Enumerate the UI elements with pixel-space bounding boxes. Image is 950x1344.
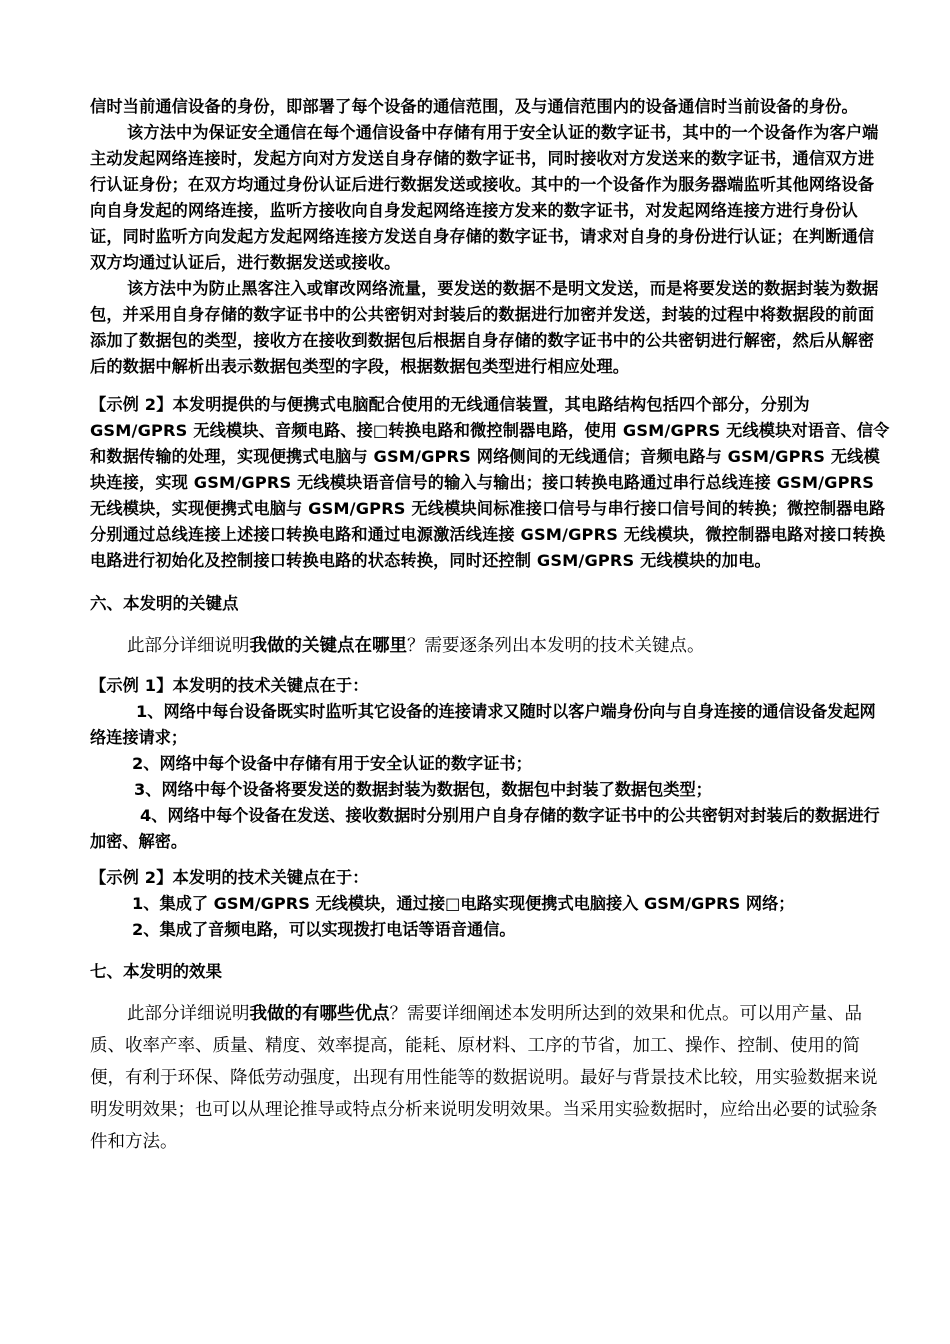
key-point-4: 4、网络中每个设备在发送、接收数据时分别用户自身存储的数字证书中的公共密钥对封装后的数据进行加密、解密。 [90,806,880,851]
section-7-intro-pre: 此部分详细说明 [127,1004,250,1024]
section-6-intro [90,630,890,662]
example-2-label: 【示例 2】本发明的技术关键点在于： [90,868,369,887]
paragraph-continuation: 信时当前通信设备的身份，即部署了每个设备的通信范围，及与通信范围内的设备通信时当前设备的身份。 [90,97,858,116]
paragraph-packet: 该方法中为防止黑客注入或窜改网络流量，要发送的数据不是明文发送，而是将要发送的数据封装为数据包，并采用自身存储的数字证书中的公共密钥对封装后的数据进行加密并发送，封装的过程中将数据段的前面添加了数据包的类型，接收方在接收到数据包后根据自身存储的数字证书中的公共密钥进行解密，然后从解密后的数据中解析出表示数据包类型的字段，根据数据包类型进行相应处理。 [90,279,879,376]
key-point-1: 1、网络中每台设备既实时监听其它设备的连接请求又随时以客户端身份向与自身连接的通信设备发起网络连接请求； [90,702,876,747]
section-7-intro-bold: 我做的有哪些优点 [249,1004,390,1024]
example-1-label: 【示例 1】本发明的技术关键点在于： [90,676,369,695]
document-page [90,94,890,1158]
section-6-intro-bold: 我做的关键点在哪里 [249,636,407,656]
example-2-description: 【示例 2】本发明提供的与便携式电脑配合使用的无线通信装置，其电路结构包括四个部分，分别为GSM/GPRS 无线模块、音频电路、接□转换电路和微控制器电路，使用 GSM/GPRS 无线模块对语音、信令和数据传输的处理，实现便携式电脑与 GSM/GPRS 网络侧间的无线通信；音频电路与 GSM/GPRS 无线模块连接，实现 GSM/GPRS 无线模块语音信号的输入与输出；接口转换电路通过串行总线连接 GSM/GPRS 无线模块，实现便携式电脑与 GSM/GPRS 无线模块间标准接口信号与串行接口信号间的转换；微控制器电路分别通过总线连接上述接口转换电路和通过电源激活线连接 GSM/GPRS 无线模块，微控制器电路对接口转换电路进行初始化及控制接口转换电路的状态转换，同时还控制 GSM/GPRS 无线模块的加电。 [90,395,890,570]
section-7-intro-post: ？需要详细阐述本发明所达到的效果和优点。可以用产量、品质、收率产率、质量、精度、效率提高，能耗、原材料、工序的节省，加工、操作、控制、使用的简便，有利于环保、降低劳动强度，出现有用性能等的数据说明。最好与背景技术比较，用实验数据来说明发明效果；也可以从理论推导或特点分析来说明发明效果。当采用实验数据时，应给出必要的试验条件和方法。 [90,1004,878,1152]
section-6-intro-pre: 此部分详细说明 [127,636,250,656]
key-point-ex2-2: 2、集成了音频电路，可以实现拨打电话等语音通信。 [132,920,516,939]
key-point-3: 3、网络中每个设备将要发送的数据封装为数据包，数据包中封装了数据包类型； [134,780,712,799]
key-point-ex2-1: 1、集成了 GSM/GPRS 无线模块，通过接□电路实现便携式电脑接入 GSM/GPRS 网络； [132,894,795,913]
key-point-2: 2、网络中每个设备中存储有用于安全认证的数字证书； [132,754,532,773]
section-6-heading: 六、本发明的关键点 [90,594,239,613]
section-7-heading: 七、本发明的效果 [90,962,222,981]
paragraph-certificate: 该方法中为保证安全通信在每个通信设备中存储有用于安全认证的数字证书，其中的一个设备作为客户端主动发起网络连接时，发起方向对方发送自身存储的数字证书，同时接收对方发送来的数字证书，通信双方进行认证身份；在双方均通过身份认证后进行数据发送或接收。其中的一个设备作为服务器端监听其他网络设备向自身发起的网络连接，监听方接收向自身发起网络连接方发来的数字证书，对发起网络连接方进行身份认证，同时监听方向发起方发起网络连接方发送自身存储的数字证书，请求对自身的身份进行认证；在判断通信双方均通过认证后，进行数据发送或接收。 [90,123,879,272]
section-7-intro [90,998,890,1158]
section-6-intro-post: ？需要逐条列出本发明的技术关键点。 [407,636,705,656]
